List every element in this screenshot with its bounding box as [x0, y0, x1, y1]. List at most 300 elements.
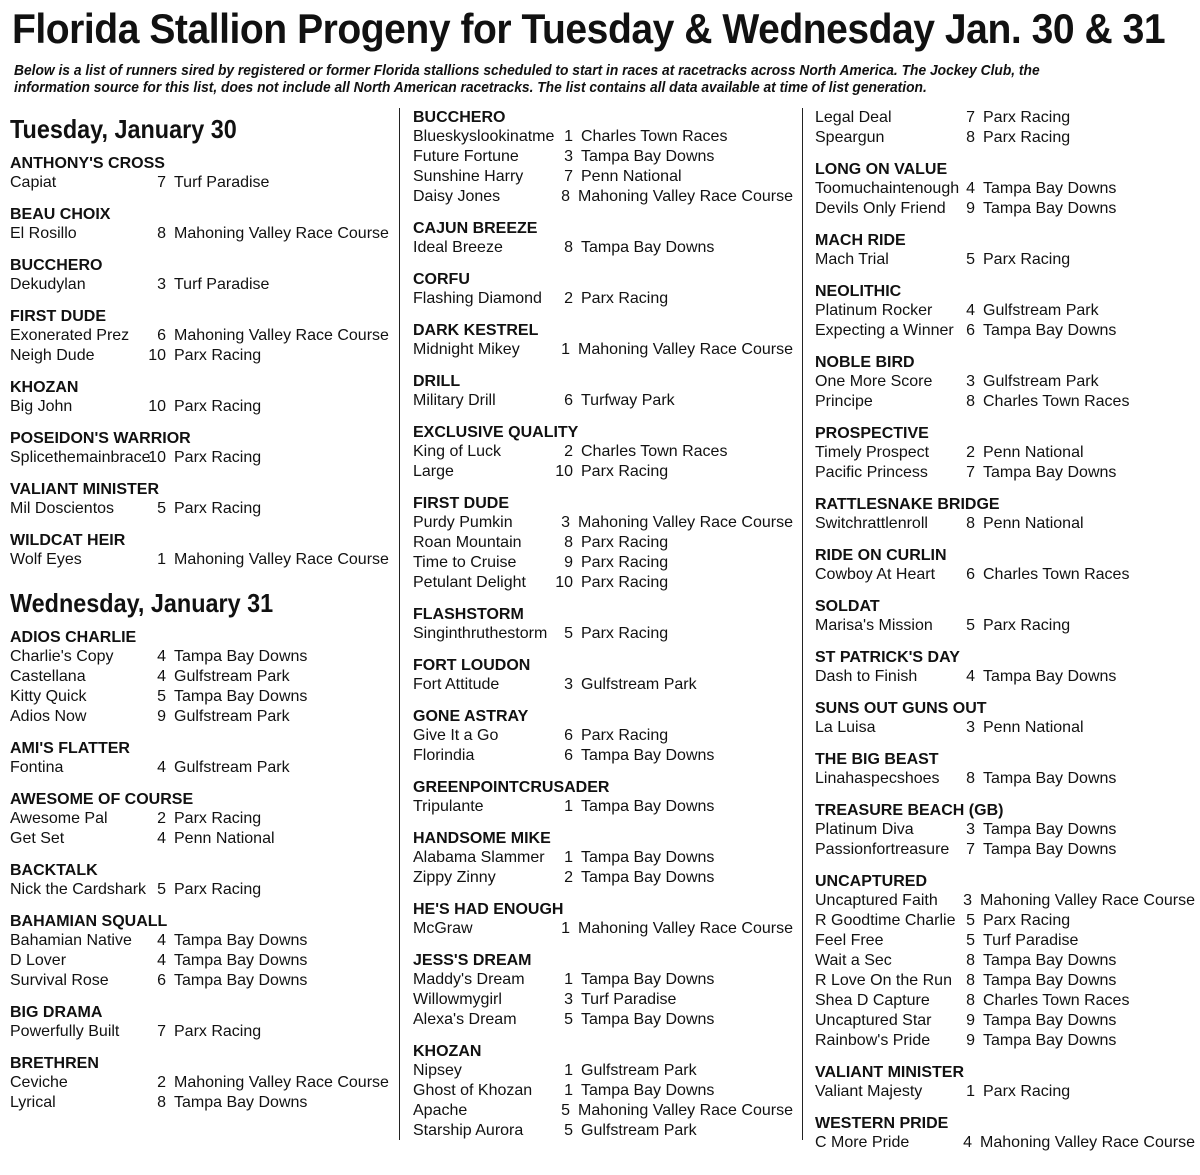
sire-group [413, 270, 793, 309]
track-name: Gulfstream Park [581, 1062, 697, 1079]
runner-row [815, 463, 1195, 483]
sire-group [10, 1054, 390, 1113]
horse-name: Ideal Breeze [413, 239, 503, 256]
horse-name: Zippy Zinny [413, 869, 496, 886]
track-name: Turf Paradise [581, 991, 677, 1008]
post-position: 5 [157, 881, 166, 898]
runner-row [815, 891, 1195, 911]
post-position: 4 [966, 668, 975, 685]
track-name: Tampa Bay Downs [581, 849, 715, 866]
sire-group [815, 160, 1195, 219]
horse-name: Ceviche [10, 1074, 68, 1091]
track-name: Tampa Bay Downs [581, 148, 715, 165]
page-subtitle: Below is a list of runners sired by registered or former Florida stallions scheduled to start in races at racetracks across North America. The Jockey Club, the information source for this list, does not include all North American racetracks. The list contains all data available at time of list generation. [14, 62, 1040, 96]
track-name: Gulfstream Park [983, 373, 1099, 390]
track-name: Mahoning Valley Race Course [578, 1102, 793, 1119]
horse-name: One More Score [815, 373, 933, 390]
horse-name: Speargun [815, 129, 885, 146]
track-name: Charles Town Races [581, 128, 728, 145]
runner-row [413, 797, 793, 817]
post-position: 1 [564, 798, 573, 815]
horse-name: Platinum Rocker [815, 302, 933, 319]
tuesday-heading: Tuesday, January 30 [10, 114, 237, 144]
post-position: 9 [966, 1032, 975, 1049]
post-position: 8 [157, 1094, 166, 1111]
runner-row [815, 321, 1195, 341]
sire-name: EXCLUSIVE QUALITY [413, 424, 579, 441]
horse-name: Valiant Majesty [815, 1083, 923, 1100]
post-position: 5 [966, 932, 975, 949]
runner-row [413, 1061, 793, 1081]
horse-name: Principe [815, 393, 873, 410]
sire-group [815, 1063, 1195, 1102]
horse-name: Timely Prospect [815, 444, 930, 461]
runner-row [10, 224, 390, 244]
track-name: Tampa Bay Downs [983, 952, 1117, 969]
horse-name: Pacific Princess [815, 464, 928, 481]
horse-name: Bahamian Native [10, 932, 132, 949]
horse-name: Passionfortreasure [815, 841, 950, 858]
post-position: 8 [966, 972, 975, 989]
track-name: Tampa Bay Downs [581, 747, 715, 764]
post-position: 2 [157, 1074, 166, 1091]
post-position: 6 [564, 747, 573, 764]
runner-row [413, 1101, 793, 1121]
post-position: 8 [966, 770, 975, 787]
horse-name: Maddy's Dream [413, 971, 525, 988]
sire-name: BUCCHERO [413, 109, 506, 126]
horse-name: Neigh Dude [10, 347, 95, 364]
sire-name: WILDCAT HEIR [10, 532, 126, 549]
post-position: 1 [564, 849, 573, 866]
horse-name: Tripulante [413, 798, 484, 815]
horse-name: Dekudylan [10, 276, 86, 293]
sire-name: SOLDAT [815, 598, 880, 615]
horse-name: Toomuchaintenough [815, 180, 960, 197]
post-position: 10 [148, 347, 166, 364]
horse-name: Large [413, 463, 454, 480]
horse-name: McGraw [413, 920, 473, 937]
horse-name: Nipsey [413, 1062, 462, 1079]
sire-name: HE'S HAD ENOUGH [413, 901, 564, 918]
sire-group [10, 307, 390, 366]
sire-group [10, 628, 390, 727]
runner-row [815, 514, 1195, 534]
horse-name: Roan Mountain [413, 534, 522, 551]
sire-name: FORT LOUDON [413, 657, 531, 674]
runner-row [413, 1081, 793, 1101]
horse-name: Flashing Diamond [413, 290, 542, 307]
track-name: Tampa Bay Downs [581, 798, 715, 815]
sire-group [10, 861, 390, 900]
sire-group [413, 1042, 793, 1141]
track-name: Mahoning Valley Race Course [980, 892, 1195, 909]
runner-row [815, 911, 1195, 931]
track-name: Penn National [983, 515, 1084, 532]
horse-name: Give It a Go [413, 727, 499, 744]
horse-name: Legal Deal [815, 109, 892, 126]
runner-row [10, 397, 390, 417]
runner-row [413, 573, 793, 593]
sire-group [413, 219, 793, 258]
sire-name: CORFU [413, 271, 470, 288]
track-name: Parx Racing [983, 251, 1071, 268]
sire-name: KHOZAN [10, 379, 79, 396]
horse-name: Lyrical [10, 1094, 56, 1111]
horse-name: Wolf Eyes [10, 551, 82, 568]
track-name: Charles Town Races [581, 443, 728, 460]
track-name: Parx Racing [983, 617, 1071, 634]
sire-name: MACH RIDE [815, 232, 906, 249]
runner-row [815, 1082, 1195, 1102]
post-position: 3 [966, 373, 975, 390]
sire-group [815, 597, 1195, 636]
sire-name: THE BIG BEAST [815, 751, 939, 768]
runner-row [10, 809, 390, 829]
sire-group [10, 480, 390, 519]
runner-row [10, 931, 390, 951]
runner-row [815, 971, 1195, 991]
sire-group [815, 801, 1195, 860]
horse-name: Time to Cruise [413, 554, 517, 571]
horse-name: Powerfully Built [10, 1023, 120, 1040]
post-position: 8 [966, 393, 975, 410]
post-position: 1 [966, 1083, 975, 1100]
track-name: Tampa Bay Downs [983, 200, 1117, 217]
column-divider [399, 108, 400, 1140]
track-name: Parx Racing [983, 129, 1071, 146]
track-name: Parx Racing [174, 398, 262, 415]
track-name: Tampa Bay Downs [983, 668, 1117, 685]
horse-name: Alabama Slammer [413, 849, 545, 866]
track-name: Penn National [983, 444, 1084, 461]
track-name: Parx Racing [983, 109, 1071, 126]
track-name: Parx Racing [983, 1083, 1071, 1100]
post-position: 4 [157, 932, 166, 949]
track-name: Tampa Bay Downs [174, 932, 308, 949]
horse-name: Exonerated Prez [10, 327, 130, 344]
post-position: 10 [555, 463, 573, 480]
track-name: Turf Paradise [174, 174, 270, 191]
post-position: 5 [564, 1011, 573, 1028]
track-name: Gulfstream Park [174, 708, 290, 725]
post-position: 8 [564, 239, 573, 256]
post-position: 3 [564, 991, 573, 1008]
runner-row [413, 147, 793, 167]
sire-group [10, 378, 390, 417]
sire-group [815, 546, 1195, 585]
runner-row [815, 443, 1195, 463]
sire-name: PROSPECTIVE [815, 425, 929, 442]
runner-row [413, 391, 793, 411]
track-name: Tampa Bay Downs [983, 972, 1117, 989]
horse-name: Daisy Jones [413, 188, 501, 205]
sire-group [815, 108, 1195, 148]
wednesday-list-col2 [413, 108, 793, 1141]
horse-name: Fontina [10, 759, 64, 776]
horse-name: Sunshine Harry [413, 168, 524, 185]
track-name: Charles Town Races [983, 566, 1130, 583]
sire-name: BIG DRAMA [10, 1004, 103, 1021]
sire-group [815, 648, 1195, 687]
post-position: 3 [157, 276, 166, 293]
track-name: Gulfstream Park [581, 1122, 697, 1139]
sire-name: BUCCHERO [10, 257, 103, 274]
sire-group [413, 423, 793, 482]
sire-group [815, 750, 1195, 789]
track-name: Parx Racing [581, 290, 669, 307]
track-name: Parx Racing [581, 463, 669, 480]
sire-name: NEOLITHIC [815, 283, 902, 300]
runner-row [413, 187, 793, 207]
post-position: 2 [564, 869, 573, 886]
sire-name: NOBLE BIRD [815, 354, 915, 371]
runner-row [413, 1121, 793, 1141]
post-position: 4 [966, 302, 975, 319]
post-position: 2 [966, 444, 975, 461]
post-position: 2 [564, 290, 573, 307]
post-position: 2 [564, 443, 573, 460]
sire-name: FLASHSTORM [413, 606, 524, 623]
sire-name: HANDSOME MIKE [413, 830, 551, 847]
post-position: 7 [157, 1023, 166, 1040]
horse-name: Petulant Delight [413, 574, 526, 591]
post-position: 8 [157, 225, 166, 242]
horse-name: Alexa's Dream [413, 1011, 517, 1028]
post-position: 6 [157, 327, 166, 344]
track-name: Parx Racing [983, 912, 1071, 929]
sire-group [413, 108, 793, 207]
horse-name: Willowmygirl [413, 991, 502, 1008]
sire-name: GREENPOINTCRUSADER [413, 779, 610, 796]
post-position: 9 [157, 708, 166, 725]
sire-name: VALIANT MINISTER [10, 481, 160, 498]
horse-name: Charlie's Copy [10, 648, 114, 665]
sire-group [413, 778, 793, 817]
sire-name: BAHAMIAN SQUALL [10, 913, 168, 930]
runner-row [413, 238, 793, 258]
sire-name: UNCAPTURED [815, 873, 927, 890]
runner-row [815, 565, 1195, 585]
post-position: 5 [564, 625, 573, 642]
horse-name: Singinthruthestorm [413, 625, 548, 642]
runner-row [413, 127, 793, 147]
track-name: Tampa Bay Downs [174, 648, 308, 665]
sire-group [10, 205, 390, 244]
post-position: 7 [966, 841, 975, 858]
horse-name: Cowboy At Heart [815, 566, 936, 583]
post-position: 3 [561, 514, 571, 531]
track-name: Tampa Bay Downs [983, 841, 1117, 858]
track-name: Turf Paradise [174, 276, 270, 293]
horse-name: Castellana [10, 668, 86, 685]
track-name: Tampa Bay Downs [581, 239, 715, 256]
post-position: 9 [966, 200, 975, 217]
track-name: Parx Racing [581, 554, 669, 571]
track-name: Penn National [174, 830, 275, 847]
runner-row [10, 707, 390, 727]
post-position: 4 [157, 668, 166, 685]
post-position: 7 [157, 174, 166, 191]
sire-name: POSEIDON'S WARRIOR [10, 430, 191, 447]
post-position: 8 [561, 188, 571, 205]
post-position: 10 [555, 574, 573, 591]
runner-row [413, 340, 793, 360]
track-name: Tampa Bay Downs [983, 1032, 1117, 1049]
runner-row [413, 746, 793, 766]
track-name: Parx Racing [581, 574, 669, 591]
sire-group [413, 656, 793, 695]
track-name: Tampa Bay Downs [174, 688, 308, 705]
sire-group [815, 872, 1195, 1051]
track-name: Charles Town Races [983, 992, 1130, 1009]
horse-name: Midnight Mikey [413, 341, 520, 358]
track-name: Tampa Bay Downs [983, 770, 1117, 787]
post-position: 6 [966, 322, 975, 339]
runner-row [10, 971, 390, 991]
horse-name: Mach Trial [815, 251, 889, 268]
track-name: Tampa Bay Downs [581, 971, 715, 988]
sire-group [815, 424, 1195, 483]
sire-name: GONE ASTRAY [413, 708, 529, 725]
track-name: Mahoning Valley Race Course [578, 514, 793, 531]
sire-name: SUNS OUT GUNS OUT [815, 700, 987, 717]
post-position: 3 [966, 719, 975, 736]
post-position: 7 [966, 109, 975, 126]
runner-row [10, 448, 390, 468]
post-position: 3 [966, 821, 975, 838]
sire-name: RATTLESNAKE BRIDGE [815, 496, 1000, 513]
track-name: Tampa Bay Downs [581, 869, 715, 886]
runner-row [815, 250, 1195, 270]
post-position: 1 [564, 1082, 573, 1099]
sire-group [413, 605, 793, 644]
post-position: 5 [966, 912, 975, 929]
horse-name: Get Set [10, 830, 65, 847]
post-position: 4 [157, 759, 166, 776]
horse-name: Platinum Diva [815, 821, 914, 838]
post-position: 3 [963, 892, 973, 909]
post-position: 5 [966, 617, 975, 634]
runner-row [815, 1031, 1195, 1051]
runner-row [10, 1073, 390, 1093]
track-name: Tampa Bay Downs [174, 1094, 308, 1111]
horse-name: Dash to Finish [815, 668, 918, 685]
sire-name: AWESOME OF COURSE [10, 791, 194, 808]
post-position: 7 [966, 464, 975, 481]
runner-row [815, 718, 1195, 738]
runner-row [10, 275, 390, 295]
post-position: 1 [564, 128, 573, 145]
sire-name: WESTERN PRIDE [815, 1115, 949, 1132]
runner-row [815, 931, 1195, 951]
runner-row [10, 550, 390, 570]
horse-name: Ghost of Khozan [413, 1082, 533, 1099]
post-position: 10 [148, 449, 166, 466]
horse-name: Splicethemainbrace [10, 449, 151, 466]
sire-name: FIRST DUDE [10, 308, 106, 325]
column-3 [815, 108, 1195, 1165]
post-position: 8 [966, 515, 975, 532]
horse-name: Devils Only Friend [815, 200, 946, 217]
runner-row [10, 687, 390, 707]
post-position: 5 [157, 500, 166, 517]
wednesday-heading: Wednesday, January 31 [10, 588, 274, 618]
sire-name: CAJUN BREEZE [413, 220, 538, 237]
horse-name: Florindia [413, 747, 475, 764]
post-position: 5 [561, 1102, 571, 1119]
runner-row [10, 829, 390, 849]
runner-row [815, 667, 1195, 687]
horse-name: King of Luck [413, 443, 502, 460]
sire-name: ADIOS CHARLIE [10, 629, 137, 646]
post-position: 5 [564, 1122, 573, 1139]
sire-group [10, 256, 390, 295]
horse-name: R Love On the Run [815, 972, 952, 989]
horse-name: Capiat [10, 174, 57, 191]
sire-group [815, 282, 1195, 341]
horse-name: Wait a Sec [815, 952, 892, 969]
runner-row [815, 1133, 1195, 1153]
horse-name: Apache [413, 1102, 468, 1119]
horse-name: Survival Rose [10, 972, 109, 989]
track-name: Turf Paradise [983, 932, 1079, 949]
column-divider [802, 108, 803, 1140]
track-name: Parx Racing [174, 1023, 262, 1040]
sire-name: BEAU CHOIX [10, 206, 111, 223]
sire-name: ANTHONY'S CROSS [10, 155, 165, 172]
track-name: Mahoning Valley Race Course [174, 1074, 389, 1091]
runner-row [10, 1022, 390, 1042]
runner-row [10, 173, 390, 193]
sire-name: DARK KESTREL [413, 322, 539, 339]
runner-row [10, 880, 390, 900]
sire-group [413, 494, 793, 593]
track-name: Parx Racing [581, 727, 669, 744]
horse-name: Nick the Cardshark [10, 881, 147, 898]
post-position: 6 [157, 972, 166, 989]
horse-name: Big John [10, 398, 73, 415]
horse-name: Future Fortune [413, 148, 519, 165]
horse-name: El Rosillo [10, 225, 77, 242]
track-name: Parx Racing [174, 810, 262, 827]
runner-row [413, 553, 793, 573]
tuesday-list [10, 154, 390, 570]
runner-row [815, 108, 1195, 128]
sire-group [815, 699, 1195, 738]
runner-row [815, 1011, 1195, 1031]
runner-row [413, 990, 793, 1010]
runner-row [413, 533, 793, 553]
sire-group [10, 912, 390, 991]
runner-row [815, 199, 1195, 219]
sire-group [413, 321, 793, 360]
runner-row [10, 647, 390, 667]
runner-row [815, 820, 1195, 840]
sire-group [10, 154, 390, 193]
runner-row [413, 624, 793, 644]
runner-row [10, 499, 390, 519]
track-name: Penn National [983, 719, 1084, 736]
horse-name: Adios Now [10, 708, 87, 725]
runner-row [413, 513, 793, 533]
track-name: Tampa Bay Downs [581, 1082, 715, 1099]
runner-row [815, 179, 1195, 199]
sire-name: VALIANT MINISTER [815, 1064, 965, 1081]
runner-row [413, 442, 793, 462]
runner-row [815, 372, 1195, 392]
runner-row [413, 289, 793, 309]
